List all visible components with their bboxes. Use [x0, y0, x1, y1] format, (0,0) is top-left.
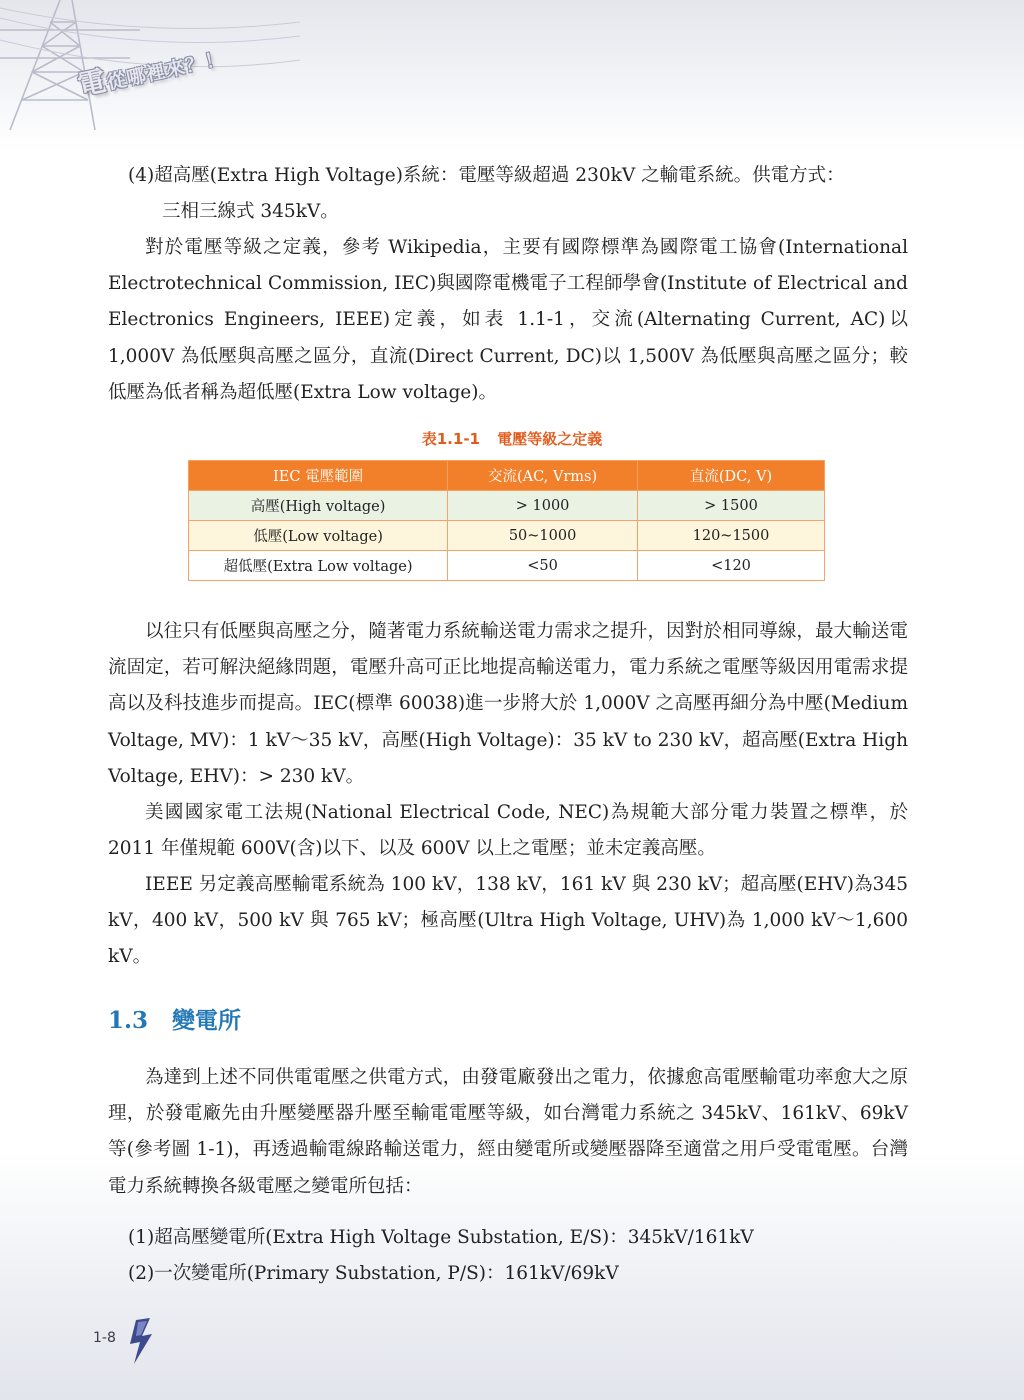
list-item-2: (2)一次變電所(Primary Substation, P/S)：161kV/69kV [128, 1263, 619, 1284]
table-header-dc: 直流(DC, V) [638, 461, 825, 491]
table-cell: <120 [638, 551, 825, 581]
table-row [189, 551, 825, 581]
page-number: 1-8 [93, 1330, 116, 1346]
table-cell: 超低壓(Extra Low voltage) [189, 551, 448, 581]
paragraph-voltage-history: 以往只有低壓與高壓之分，隨著電力系統輸送電力需求之提升，因對於相同導線，最大輸送電流固定，若可解決絕緣問題，電壓升高可正比地提高輸送電力，電力系統之電壓等級因用電需求提高以及科技進步而提高。IEC(標準 60038)進一步將大於 1,000V 之高壓再細分為中壓(Medium Voltage, MV)：1 kV～35 kV，高壓(High Voltage)：35 kV to 230 kV，超高壓(Extra High Voltage, EHV)：> 230 kV。 [108, 621, 908, 787]
paragraph-voltage-definition: 對於電壓等級之定義，參考 Wikipedia，主要有國際標準為國際電工協會(International Electrotechnical Commission, IEC)與國際電機電子工程師學會(Institute of Electrical and Electronics Engineers, IEEE)定義，如表 1.1-1，交流(Alternating Current, AC)以 1,000V 為低壓與高壓之區分，直流(Direct Current, DC)以 1,500V 為低壓與高壓之區分；較低壓為低者稱為超低壓(Extra Low voltage)。 [108, 237, 908, 403]
table-cell: > 1000 [448, 491, 638, 521]
table-row [189, 491, 825, 521]
table-cell: 高壓(High voltage) [189, 491, 448, 521]
table-caption-title: 電壓等級之定義 [497, 430, 603, 448]
paragraph-substation: 為達到上述不同供電電壓之供電方式，由發電廠發出之電力，依據愈高電壓輸電功率愈大之原理，於發電廠先由升壓變壓器升壓至輸電電壓等級，如台灣電力系統之 345kV、161kV、69kV 等(參考圖 1-1)，再透過輸電線路輸送電力，經由變電所或變壓器降至適當之用戶受電電壓。台灣電力系統轉換各級電壓之變電所包括： [108, 1067, 908, 1197]
section-heading [108, 1002, 241, 1035]
paragraph-ieee: IEEE 另定義高壓輸電系統為 100 kV，138 kV，161 kV 與 230 kV；超高壓(EHV)為345 kV，400 kV，500 kV 與 765 kV；極高壓(Ultra High Voltage, UHV)為 1,000 kV～1,600 kV。 [108, 874, 908, 968]
list-item-1: (1)超高壓變電所(Extra High Voltage Substation, E/S)：345kV/161kV [128, 1227, 754, 1248]
table-header-ac: 交流(AC, Vrms) [448, 461, 638, 491]
table-header-row [189, 461, 825, 491]
table-caption-number: 表1.1-1 [421, 430, 480, 448]
table-cell: 低壓(Low voltage) [189, 521, 448, 551]
lightning-bolt-icon [128, 1318, 154, 1364]
book-title-first-char: 電 [74, 63, 110, 103]
section-title: 變電所 [172, 1007, 242, 1034]
table-cell: 50~1000 [448, 521, 638, 551]
table-caption [0, 428, 1024, 449]
list-item-4: (4)超高壓(Extra High Voltage)系統：電壓等級超過 230kV 之輸電系統。供電方式： [128, 165, 845, 186]
table-header-iec-range: IEC 電壓範圍 [189, 461, 448, 491]
section-number: 1.3 [108, 1007, 149, 1034]
list-item-4-continuation: 三相三線式 345kV。 [162, 201, 339, 222]
table-row [189, 521, 825, 551]
voltage-level-table [188, 460, 825, 581]
book-title-rest: 從哪裡來？！ [104, 47, 227, 95]
paragraph-nec: 美國國家電工法規(National Electrical Code, NEC)為規範大部分電力裝置之標準，於 2011 年僅規範 600V(含)以下、以及 600V 以上之電壓；並未定義高壓。 [108, 802, 908, 860]
table-cell: 120~1500 [638, 521, 825, 551]
table-cell: <50 [448, 551, 638, 581]
table-cell: > 1500 [638, 491, 825, 521]
